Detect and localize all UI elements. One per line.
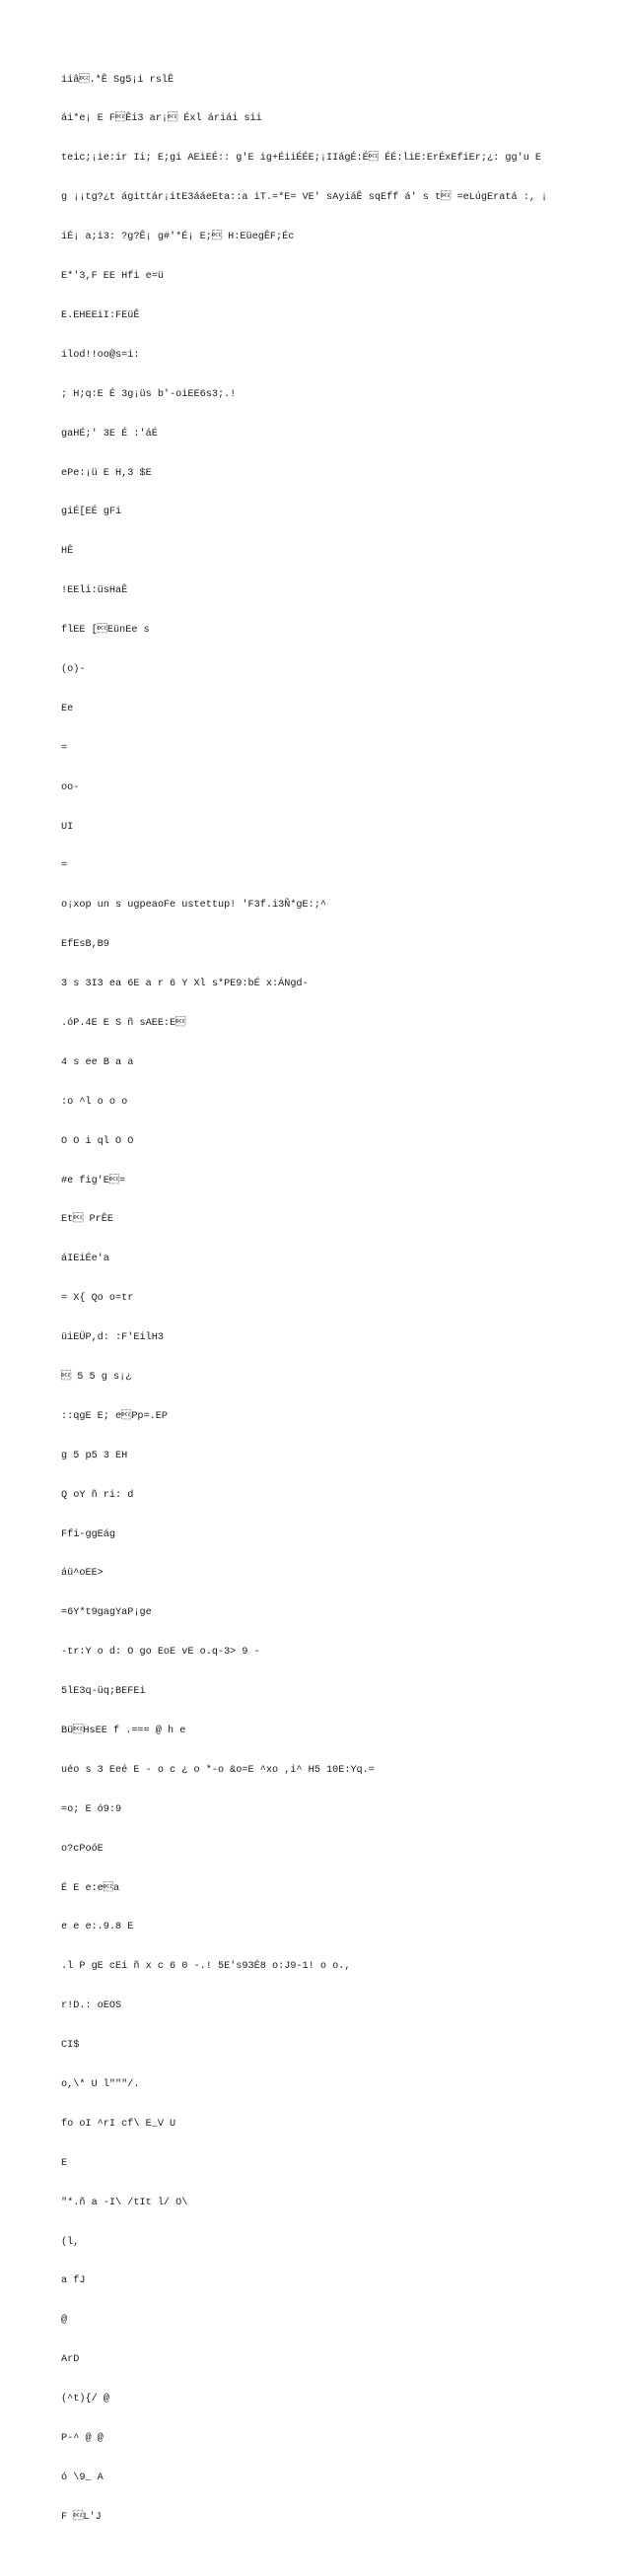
text-line: ilod!!oo@s=i: bbox=[61, 349, 140, 361]
text-line: BüHsEE f .=== @ h e bbox=[61, 1726, 186, 1736]
text-line bbox=[61, 2550, 613, 2563]
text-line: giÉ[EÉ gFi bbox=[61, 507, 122, 518]
text-line: (o)- bbox=[61, 663, 86, 675]
text-line: áIEiÉe'a bbox=[61, 1254, 109, 1265]
text-line: E bbox=[61, 2157, 68, 2169]
text-line: ::qgE E; ePp=.EP bbox=[61, 1410, 169, 1422]
text-line: Ffi-ggEág bbox=[61, 1528, 116, 1540]
text-line: Et PrÊE bbox=[61, 1214, 113, 1226]
text-line: gaHÉ;' 3E É :'áÉ bbox=[61, 428, 158, 440]
text-line: E*'3,F EE Hfi e=ü bbox=[61, 271, 164, 283]
text-line: F L'J bbox=[61, 2511, 102, 2523]
text-line: flEE [EünEe s bbox=[61, 625, 150, 637]
text-line: ePe:¡ü E H,3 $E bbox=[61, 467, 152, 479]
text-line: ArD bbox=[61, 2354, 80, 2366]
text-line: 3 s 3I3 ea 6E a r 6 Y Xl s*PE9:bÉ x:ÁNgd- bbox=[61, 979, 309, 990]
text-line: r!D.: oEOS bbox=[61, 2000, 122, 2012]
text-line: =6Y*t9gagYaP¡ge bbox=[61, 1607, 152, 1619]
text-line: UI bbox=[61, 821, 74, 833]
text-line: .óP.4E E S ñ sAEE:E bbox=[61, 1017, 186, 1029]
text-line: -tr:Y o d: O go EoE vE o.q-3> 9 - bbox=[61, 1647, 260, 1659]
text-line: = bbox=[61, 860, 68, 872]
text-line: teic;¡ie:ir Ii; E;gi AEiEÉ:: g'E ig+ÉiiÉÉE;¡IIágÉ:É ÉÉ:liE:ErÉxEfiEr;¿: gg'u E bbox=[61, 153, 542, 165]
text-line: o¡xop un s ugpeaoFe ustettup! 'F3f.i3Ñ*gE:;^ bbox=[61, 900, 326, 912]
text-line: uéo s 3 Eeé E - o c ¿ o *-o &o=E ^xo ,i^ H5 10E:Yq.= bbox=[61, 1764, 375, 1776]
text-line: ái*e¡ E FÊi3 ar¡ Éxl áriái sii bbox=[61, 113, 262, 125]
text-line:  5 5 g s¡¿ bbox=[61, 1371, 132, 1383]
text-line: Q oY ñ ri: d bbox=[61, 1489, 134, 1501]
text-line: o,\* U l"""/. bbox=[61, 2079, 140, 2091]
text-line: = X{ Qo o=tr bbox=[61, 1293, 134, 1305]
text-line: @ bbox=[61, 2315, 68, 2327]
text-line: (^t){/ @ bbox=[61, 2394, 109, 2406]
text-line: iiâ.*Ê Sg5¡i rslÊ bbox=[61, 74, 175, 86]
text-line: üiEÜP,d: :F'EilH3 bbox=[61, 1332, 164, 1344]
text-line: o?cPoóE bbox=[61, 1843, 104, 1855]
text-line: É E e:ea bbox=[61, 1882, 120, 1894]
text-line: 5lE3q-üq;BEFEi bbox=[61, 1686, 146, 1698]
text-line: Ee bbox=[61, 703, 74, 714]
text-line: EfEsB,B9 bbox=[61, 939, 109, 951]
text-line: iÉ¡ a;i3: ?g?Ê¡ g#'*É¡ E; H:EüegÊF;Éc bbox=[61, 232, 295, 243]
text-line: a fJ bbox=[61, 2275, 86, 2287]
text-line: CI$ bbox=[61, 2040, 80, 2052]
text-line: E.EHEEiI:FEüÊ bbox=[61, 309, 140, 321]
text-line: :o ^l o o o bbox=[61, 1096, 128, 1108]
text-line: #e fig'E= bbox=[61, 1175, 126, 1186]
text-line: áü^oEE> bbox=[61, 1568, 104, 1580]
text-line: "*.ñ a -I\ /tIt l/ O\ bbox=[61, 2197, 188, 2208]
text-line: ó \9_ A bbox=[61, 2472, 104, 2483]
document-body bbox=[61, 47, 613, 2576]
text-line: O O i ql O O bbox=[61, 1135, 134, 1147]
text-line: = bbox=[61, 742, 68, 754]
text-line: e e e:.9.8 E bbox=[61, 1922, 134, 1933]
text-line: g 5 p5 3 EH bbox=[61, 1450, 128, 1461]
text-line: oo- bbox=[61, 781, 80, 793]
text-line: fo oI ^rI cf\ E_V U bbox=[61, 2118, 176, 2130]
text-line: P-^ @ @ bbox=[61, 2433, 104, 2445]
text-line: ; H;q:E É 3g¡üs b'-oiEE6s3;.! bbox=[61, 388, 237, 400]
text-line: HÊ bbox=[61, 546, 74, 558]
text-line: !EEli:üsHaÊ bbox=[61, 585, 128, 597]
text-line: =o; E ó9:9 bbox=[61, 1803, 122, 1815]
text-line: .l P gE cEi ñ x c 6 0 -.! 5E's93É8 o:J9-1! o o., bbox=[61, 1961, 351, 1973]
text-line: (l, bbox=[61, 2236, 80, 2248]
text-line: g ¡¡tg?¿t ágittár¡itE3ááeEta::a iT.=*E= VE' sAyiáÊ sqEff á' s t =eLúgEratá :, ¡ bbox=[61, 192, 548, 204]
text-line: 4 s ee B a a bbox=[61, 1056, 134, 1068]
